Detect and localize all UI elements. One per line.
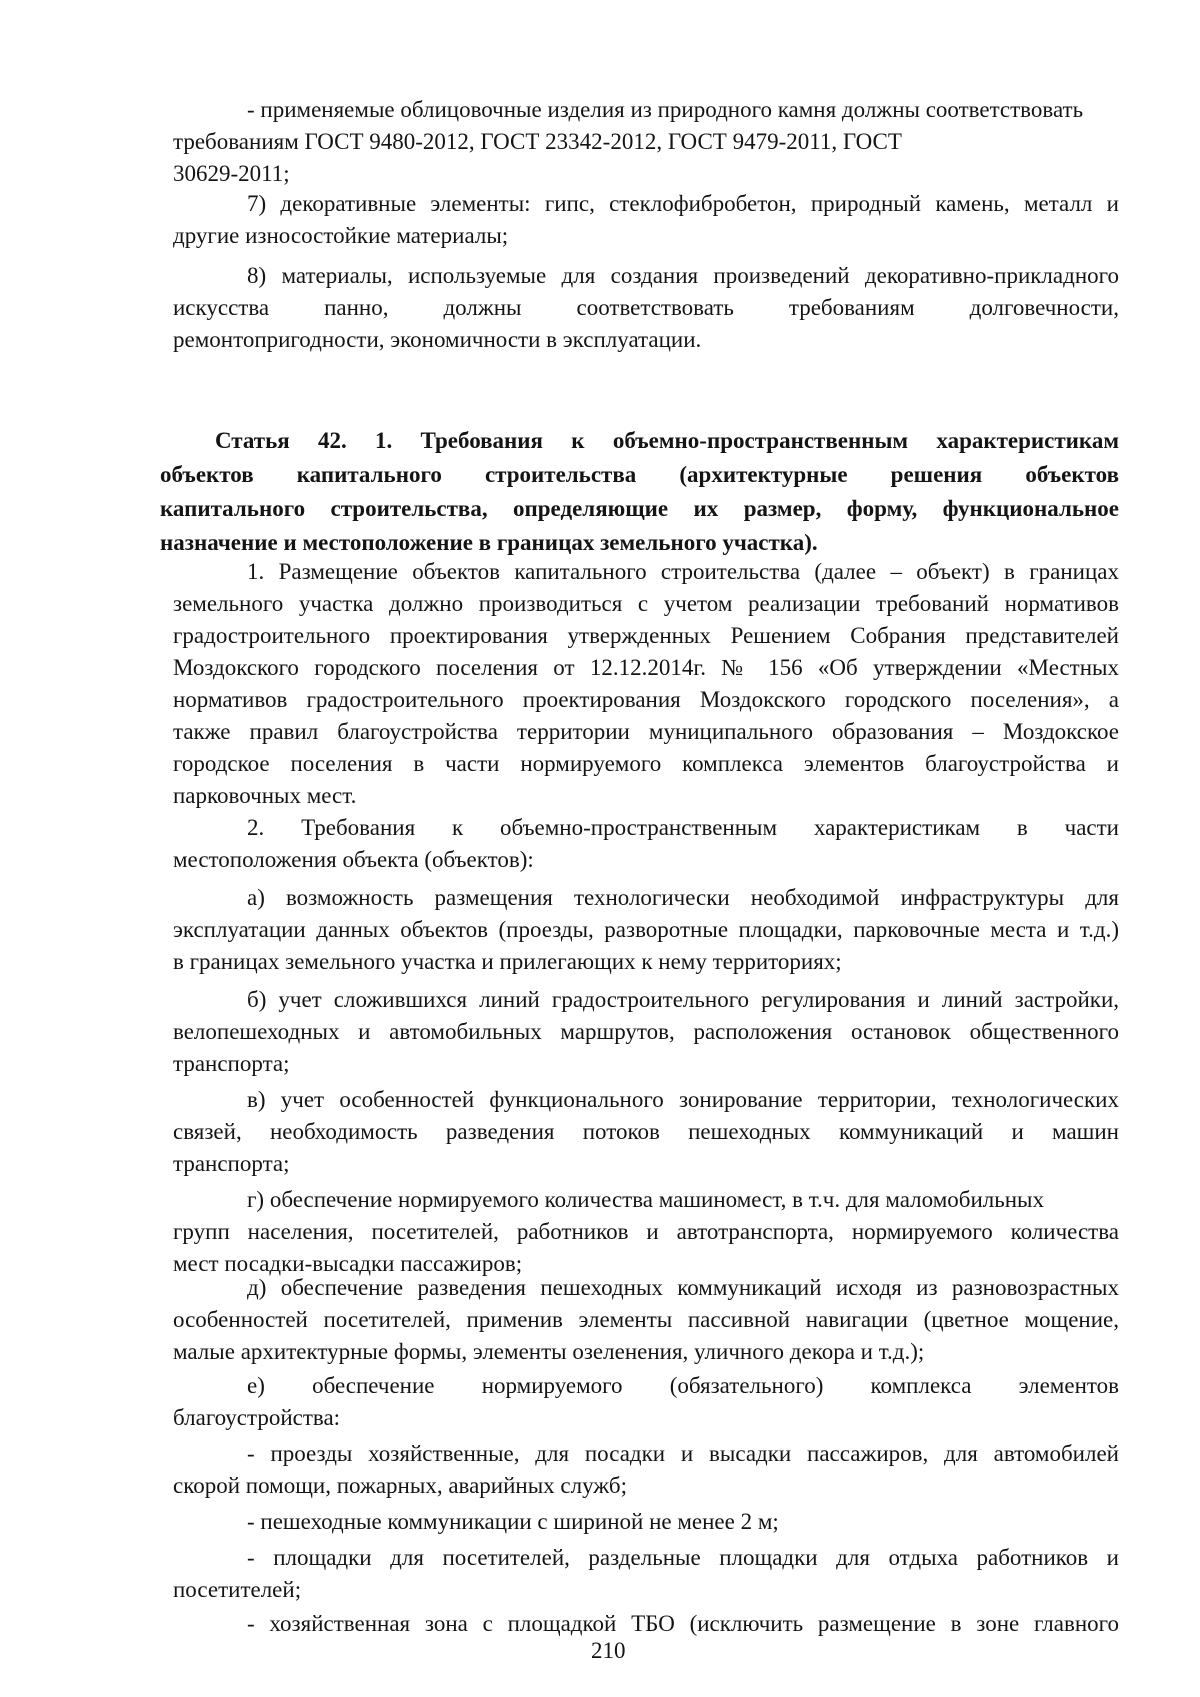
text-line: другие износостойкие материалы;: [173, 223, 509, 248]
heading-line: Статья 42. 1. Требования к объемно-пространственным характеристикам: [215, 428, 1119, 453]
paragraph-stone-products: [173, 94, 1119, 190]
article-heading: [160, 424, 1119, 560]
text-line: благоустройства:: [173, 1405, 341, 1430]
paragraph-sub-d: [173, 1272, 1119, 1368]
text-line: городское поселения в части нормируемого комплекса элементов благоустройства и: [173, 751, 1119, 776]
text-line: - проезды хозяйственные, для посадки и высадки пассажиров, для автомобилей: [247, 1441, 1119, 1466]
paragraph-sub-e: [173, 1370, 1119, 1434]
text-line: нормативов градостроительного проектирования Моздокского городского поселения», а: [173, 687, 1119, 712]
paragraph-item-8: [173, 260, 1119, 356]
text-line: 2. Требования к объемно-пространственным характеристикам в части: [247, 815, 1119, 840]
text-line: - пешеходные коммуникации с шириной не менее 2 м;: [247, 1509, 779, 1534]
paragraph-sub-v: [173, 1084, 1119, 1180]
text-line: а) возможность размещения технологически необходимой инфраструктуры для: [247, 885, 1119, 910]
text-line: местоположения объекта (объектов):: [173, 847, 534, 872]
text-line: малые архитектурные формы, элементы озеленения, уличного декора и т.д.);: [173, 1339, 925, 1364]
heading-line: назначение и местоположение в границах земельного участка).: [160, 530, 818, 555]
text-line: - площадки для посетителей, раздельные площадки для отдыха работников и: [247, 1545, 1119, 1570]
text-line: ремонтопригодности, экономичности в эксплуатации.: [173, 327, 702, 352]
list-item-platforms: [173, 1542, 1119, 1606]
text-line: - применяемые облицовочные изделия из природного камня должны соответствовать: [247, 97, 1084, 122]
text-line: посетителей;: [173, 1577, 302, 1602]
text-line: 7) декоративные элементы: гипс, стеклофибробетон, природный камень, металл и: [247, 191, 1119, 216]
page-number: 210: [591, 1638, 626, 1663]
paragraph-sub-g: [173, 1184, 1119, 1280]
text-line: д) обеспечение разведения пешеходных коммуникаций исходя из разновозрастных: [247, 1275, 1119, 1300]
text-line: искусства панно, должны соответствовать требованиям долговечности,: [173, 295, 1119, 320]
text-line: требованиям ГОСТ 9480-2012, ГОСТ 23342-2012, ГОСТ 9479-2011, ГОСТ: [173, 129, 902, 154]
text-line: транспорта;: [173, 1151, 290, 1176]
list-item-driveways: [173, 1438, 1119, 1502]
text-line: градостроительного проектирования утвержденных Решением Собрания представителей: [173, 623, 1119, 648]
text-line: парковочных мест.: [173, 783, 357, 808]
text-line: эксплуатации данных объектов (проезды, разворотные площадки, парковочные места и т.д.): [173, 917, 1119, 942]
text-line: е) обеспечение нормируемого (обязательного) комплекса элементов: [247, 1373, 1119, 1398]
text-line: особенностей посетителей, применив элементы пассивной навигации (цветное мощение,: [173, 1307, 1119, 1332]
paragraph-sub-b: [173, 984, 1119, 1080]
text-line: - хозяйственная зона с площадкой ТБО (исключить размещение в зоне главного: [247, 1611, 1119, 1636]
list-item-pedestrian: [173, 1506, 1119, 1538]
text-line: велопешеходных и автомобильных маршрутов, расположения остановок общественного: [173, 1019, 1119, 1044]
text-line: в границах земельного участка и прилегающих к нему территориях;: [173, 949, 842, 974]
text-line: 1. Размещение объектов капитального строительства (далее – объект) в границах: [247, 559, 1119, 584]
heading-line: объектов капитального строительства (архитектурные решения объектов: [160, 462, 1119, 487]
text-line: в) учет особенностей функционального зонирование территории, технологических: [247, 1087, 1119, 1112]
paragraph-sub-a: [173, 882, 1119, 978]
text-line: 30629-2011;: [173, 161, 290, 186]
text-line: групп населения, посетителей, работников и автотранспорта, нормируемого количества: [173, 1219, 1119, 1244]
paragraph-point-1: [173, 556, 1119, 812]
text-line: Моздокского городского поселения от 12.12.2014г. № 156 «Об утверждении «Местных: [173, 655, 1119, 680]
paragraph-point-2: [173, 812, 1119, 876]
text-line: связей, необходимость разведения потоков пешеходных коммуникаций и машин: [173, 1119, 1119, 1144]
text-line: мест посадки-высадки пассажиров;: [173, 1251, 523, 1276]
text-line: скорой помощи, пожарных, аварийных служб;: [173, 1473, 627, 1498]
text-line: земельного участка должно производиться с учетом реализации требований нормативов: [173, 591, 1119, 616]
list-item-utility-zone: [173, 1608, 1119, 1640]
text-line: б) учет сложившихся линий градостроительного регулирования и линий застройки,: [247, 987, 1119, 1012]
text-line: 8) материалы, используемые для создания произведений декоративно-прикладного: [247, 263, 1119, 288]
text-line: г) обеспечение нормируемого количества машиномест, в т.ч. для маломобильных: [247, 1187, 1044, 1212]
heading-line: капитального строительства, определяющие их размер, форму, функциональное: [160, 496, 1119, 521]
text-line: также правил благоустройства территории муниципального образования – Моздокское: [173, 719, 1119, 744]
text-line: транспорта;: [173, 1051, 290, 1076]
paragraph-item-7: [173, 188, 1119, 252]
